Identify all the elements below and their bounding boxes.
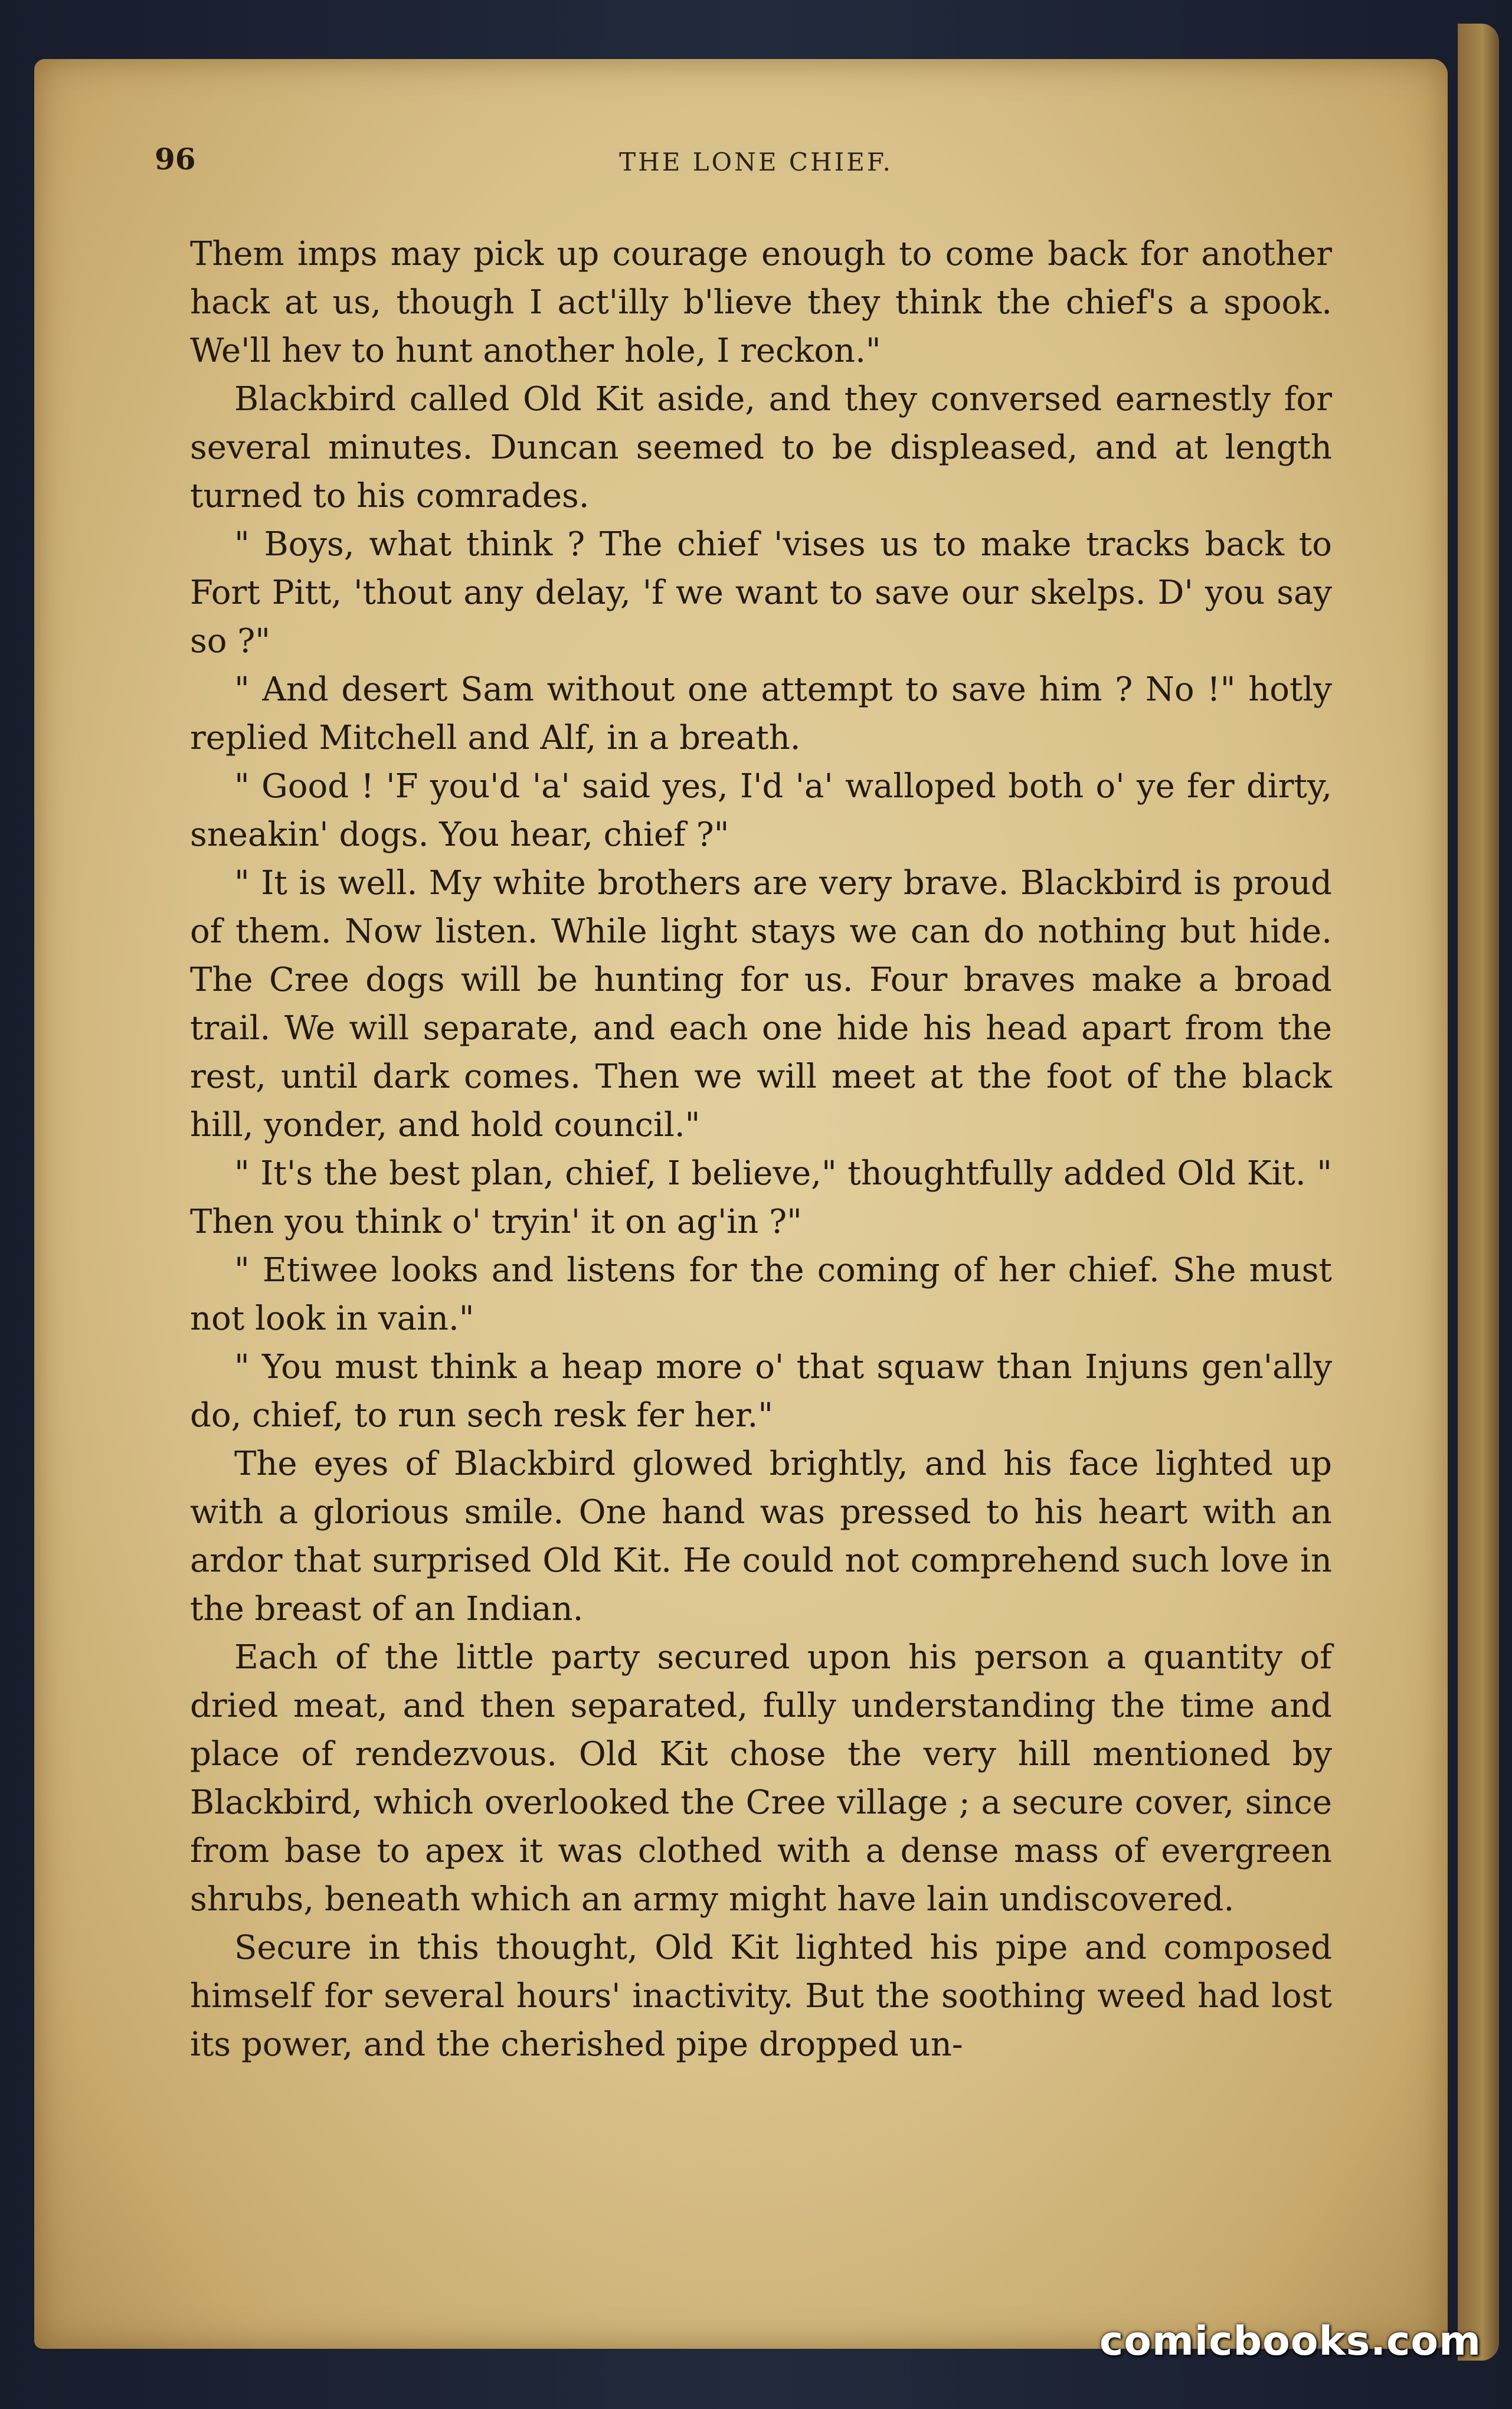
- paragraph: " You must think a heap more o' that squaw than Injuns gen'ally do, chief, to run sech resk fer her.": [190, 1348, 1332, 1435]
- paragraph: " Boys, what think ? The chief 'vises us to make tracks back to Fort Pitt, 'thout any delay, 'f we want to save our skelps. D' you say so ?": [190, 525, 1332, 660]
- paragraph: Secure in this thought, Old Kit lighted his pipe and composed himself for several hours' inactivity. But the soothing weed had lost its power, and the cherished pipe dropped un-: [190, 1929, 1332, 2064]
- adjacent-page-edge: [1458, 24, 1499, 2361]
- paragraph: " Good ! 'F you'd 'a' said yes, I'd 'a' walloped both o' ye fer dirty, sneakin' dogs. You hear, chief ?": [190, 767, 1332, 854]
- paragraph: Each of the little party secured upon his person a quantity of dried meat, and then separated, fully understanding the time and place of rendezvous. Old Kit chose the very hill mentioned by Blackbird, which overlooked the Cree village ; a secure cover, since from base to apex it was clothed with a dense mass of evergreen shrubs, beneath which an army might have lain undiscovered.: [190, 1638, 1332, 1919]
- watermark-logo: comicbooks.com: [1099, 2318, 1481, 2365]
- paragraph: The eyes of Blackbird glowed brightly, and his face lighted up with a glorious smile. One hand was pressed to his heart with an ardor that surprised Old Kit. He could not comprehend such love in the breast of an Indian.: [190, 1445, 1332, 1628]
- body-text: [190, 230, 1332, 2069]
- paragraph: " And desert Sam without one attempt to save him ? No !" hotly replied Mitchell and Alf, in a breath.: [190, 670, 1332, 757]
- paragraph: " It's the best plan, chief, I believe," thoughtfully added Old Kit. " Then you think o' tryin' it on ag'in ?": [190, 1154, 1332, 1241]
- running-head: THE LONE CHIEF.: [619, 148, 893, 176]
- paragraph: Them imps may pick up courage enough to come back for another hack at us, though I act'illy b'lieve they think the chief's a spook. We'll hev to hunt another hole, I reckon.": [190, 235, 1332, 370]
- paragraph: " It is well. My white brothers are very brave. Blackbird is proud of them. Now listen. While light stays we can do nothing but hide. The Cree dogs will be hunting for us. Four braves make a broad trail. We will separate, and each one hide his head apart from the rest, until dark comes. Then we will meet at the foot of the black hill, yonder, and hold council.": [190, 864, 1332, 1144]
- paragraph: Blackbird called Old Kit aside, and they conversed earnestly for several minutes. Duncan seemed to be displeased, and at length turned to his comrades.: [190, 380, 1332, 515]
- paragraph: " Etiwee looks and listens for the coming of her chief. She must not look in vain.": [190, 1251, 1332, 1338]
- page-number: 96: [155, 142, 196, 176]
